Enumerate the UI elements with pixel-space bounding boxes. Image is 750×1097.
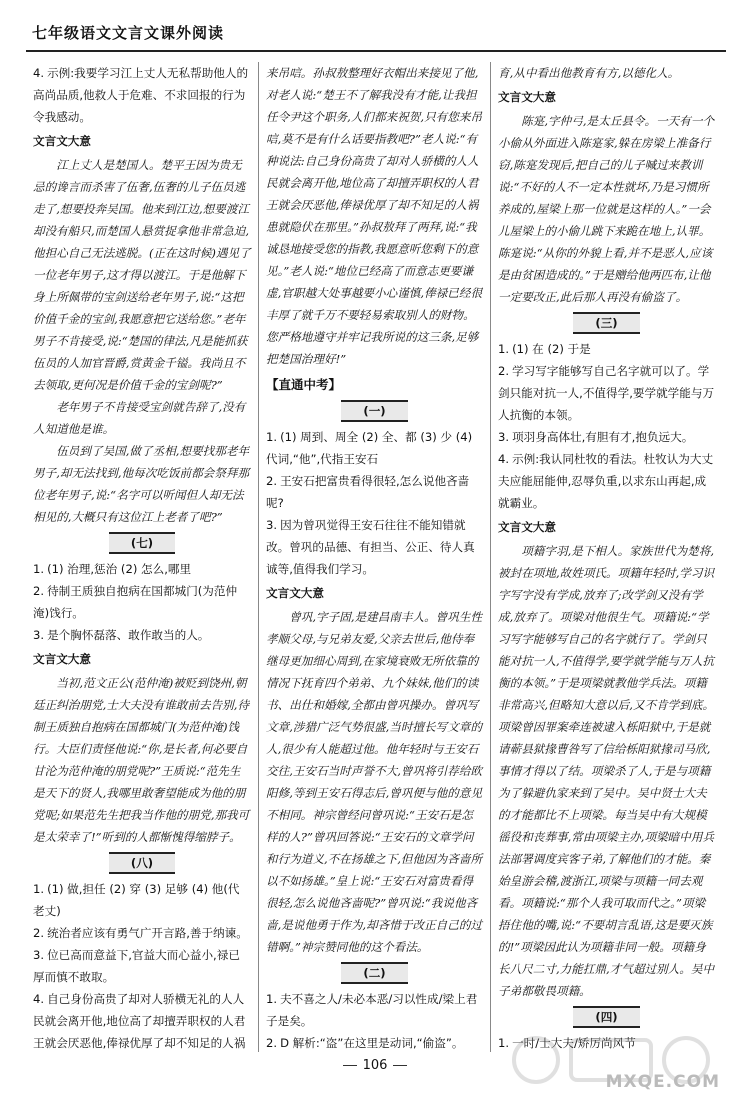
book-title: 七年级语文文言文课外阅读	[32, 24, 225, 42]
section-label: (三)	[573, 312, 639, 334]
section-subtitle: 文言文大意	[498, 520, 556, 534]
answer-item	[266, 988, 483, 1032]
section-heading	[266, 962, 483, 984]
answer-text: 示例:我要学习江上丈人无私帮助他人的高尚品质,他救人于危难、不求回报的行为令我感动。	[33, 66, 249, 124]
translation-paragraph: 陈寔,字仲弓,是太丘县令。一天有一个小偷从外面进入陈寔家,躲在房梁上准备行窃,陈寔发现后,把自己的儿子喊过来教训说:“不好的人不一定本性就坏,乃是习惯所养成的,屋梁上那一位就是这样的人。”一会儿屋梁上的小偷儿跳下来跪在地上,认罪。陈寔说:“从你的外貌上看,并不是恶人,应该是由贫困造成的。”于是赠给他两匹布,让他一定要改正,此后那人再没有偷盗了。	[498, 114, 715, 304]
answer-number: 4.	[33, 992, 45, 1006]
answer-item	[33, 922, 251, 944]
answer-item	[33, 624, 251, 646]
page-header	[26, 14, 726, 52]
answer-text: 因为曾巩觉得王安石往往不能知错就改。曾巩的品德、有担当、公正、待人真诚等,值得我们学习。	[266, 518, 475, 576]
answer-text: (1) 在 (2) 于是	[512, 342, 591, 356]
answer-columns	[26, 62, 730, 1052]
answer-number: 1.	[266, 430, 278, 444]
translation-paragraph: 江上丈人是楚国人。楚平王因为贵无忌的谗言而杀害了伍奢,伍奢的儿子伍员逃走了,想要投奔吴国。他来到江边,想要渡江却没有船只,而楚国人悬赏捉拿他非常急迫,他担心自己无法逃脱。(正在这时候)遇见了一位老年男子,这才得以渡江。于是他解下身上所佩带的宝剑送给老年男子,说:“这把价值千金的宝剑,我愿意把它送给您。”老年男子不肯接受,说:“楚国的律法,凡是能抓获伍员的人加官晋爵,赏黄金千镒。我尚且不去领取,更何况是价值千金的宝剑呢?”	[33, 158, 251, 392]
answer-item	[33, 878, 251, 922]
answer-number: 3.	[33, 628, 45, 642]
answer-item	[266, 426, 483, 470]
answer-number: 3.	[498, 430, 510, 444]
answer-text: D 解析:“盗”在这里是动词,“偷盗”。	[280, 1036, 464, 1050]
translation-paragraph: 育,从中看出他教育有方,以德化人。	[498, 66, 680, 80]
section-subtitle: 文言文大意	[498, 90, 556, 104]
answer-item	[498, 338, 715, 360]
answer-item	[498, 360, 715, 426]
answer-text: (1) 周到、周全 (2) 全、都 (3) 少 (4) 代词,“他”,代指王安石	[266, 430, 473, 466]
column-left	[26, 62, 258, 1052]
translation-paragraph: 项籍字羽,是下相人。家族世代为楚将,被封在项地,故姓项氏。项籍年轻时,学习识字写字没有学成,放弃了;改学剑又没有学成,放弃了。项梁对他很生气。项籍说:“学习写字能够写自己的名字就行了。学剑只能对抗一人,不值得学,要学就学能与万人抗衡的本领。”于是项梁就教他学兵法。项籍非常高兴,但略知大意以后,又不肯学到底。项梁曾因罪案牵连被逮入栎阳狱中,于是就请蕲县狱掾曹咎写了信给栎阳狱掾司马欣,事情才得以了结。项梁杀了人,于是与项籍为了躲避仇家来到了吴中。吴中贤士大夫的才能都比不上项梁。每当吴中有大规模徭役和丧葬事,常由项梁主办,项梁暗中用兵法部署调度宾客子弟,了解他们的才能。秦始皇游会稽,渡浙江,项梁与项籍一同去观看。项籍说:“那个人我可取而代之。”项梁捂住他的嘴,说:“不要胡言乱语,这是要灭族的!”项梁因此认为项籍非同一般。项籍身长八尺二寸,力能扛鼎,才气超过别人。吴中子弟都敬畏项籍。	[498, 544, 715, 998]
section-subtitle: 文言文大意	[33, 134, 91, 148]
answer-number: 3.	[33, 948, 45, 962]
answer-item	[498, 426, 715, 448]
answer-number: 3.	[266, 518, 278, 532]
answer-item	[33, 944, 251, 988]
zhongkao-heading: 【直通中考】	[266, 377, 342, 392]
answer-text: 王安石把富贵看得很轻,怎么说他吝啬呢?	[266, 474, 470, 510]
section-heading	[498, 1006, 715, 1028]
answer-number: 2.	[266, 1036, 278, 1050]
answer-item	[33, 62, 251, 128]
translation-paragraph: 伍员到了吴国,做了丞相,想要找那老年男子,却无法找到,他每次吃饭前都会祭拜那位老年男子,说:“名字可以听闻但人却无法相见的,大概只有这位江上老者了吧?”	[33, 444, 250, 524]
answer-text: 夫不喜之人/未必本恶/习以性成/梁上君子是矣。	[266, 992, 478, 1028]
answer-number: 2.	[33, 926, 45, 940]
translation-paragraph: 当初,范文正公(范仲淹)被贬到饶州,朝廷正纠治朋党,士大夫没有谁敢前去告别,待制王质独自抱病在国都城门(为范仲淹)饯行。大臣们责怪他说:“你,是长者,何必要自甘沦为范仲淹的朋党呢?”王质说:“范先生是天下的贤人,我哪里敢奢望能成为他的朋党呢;如果范先生把我当作他的朋党,那我可是太荣幸了!”听到的人都惭愧得缩脖子。	[33, 676, 250, 844]
section-heading	[266, 400, 483, 422]
answer-text: (1) 治理,惩治 (2) 怎么,哪里	[47, 562, 192, 576]
section-heading	[498, 312, 715, 334]
section-label: (八)	[109, 852, 175, 874]
answer-item	[33, 558, 251, 580]
answer-text: (1) 做,担任 (2) 穿 (3) 足够 (4) 他(代老丈)	[33, 882, 240, 918]
answer-number: 1.	[498, 342, 510, 356]
section-subtitle: 文言文大意	[33, 652, 91, 666]
section-label: (一)	[341, 400, 407, 422]
answer-number: 1.	[266, 992, 278, 1006]
section-label: (二)	[341, 962, 407, 984]
answer-text: 学习写字能够写自己名字就可以了。学剑只能对抗一人,不值得学,要学就学能与万人抗衡的本领。	[498, 364, 715, 422]
section-label: (四)	[573, 1006, 639, 1028]
answer-number: 2.	[498, 364, 510, 378]
answer-item	[33, 580, 251, 624]
answer-item	[266, 514, 483, 580]
answer-number: 4.	[33, 66, 45, 80]
answer-text: 项羽身高体壮,有胆有才,抱负远大。	[512, 430, 694, 444]
translation-paragraph: 曾巩,字子固,是建昌南丰人。曾巩生性孝顺父母,与兄弟友爱,父亲去世后,他侍奉继母更加细心周到,在家境衰败无所依靠的情况下抚育四个弟弟、九个妹妹,他们的读书、出仕和婚嫁,全都由曾巩操办。曾巩写文章,涉猎广泛气势很盛,当时擅长写文章的人,很少有人能超过他。他年轻时与王安石交往,王安石当时声誉不大,曾巩将引荐给欧阳修,等到王安石得志后,曾巩便与他的意见不相同。神宗曾经问曾巩说:“王安石是怎样的人?”曾巩回答说:“王安石的文章学问和行为道义,不在扬雄之下,但他因为吝啬所以不如扬雄。”皇上说:“王安石对富贵看得很轻,怎么说他吝啬呢?”曾巩说:“我说他吝啬,是说他勇于作为,却吝惜于改正自己的过错啊。”神宗赞同他的这个看法。	[266, 610, 483, 954]
answer-item	[33, 988, 251, 1052]
translation-paragraph: 老年男子不肯接受宝剑就告辞了,没有人知道他是谁。	[33, 400, 246, 436]
answer-item	[266, 1032, 483, 1052]
answer-number: 1.	[33, 882, 45, 896]
answer-number: 2.	[266, 474, 278, 488]
answer-number: 1.	[33, 562, 45, 576]
answer-item	[498, 448, 715, 514]
answer-number: 4.	[498, 452, 510, 466]
answer-item	[266, 470, 483, 514]
section-subtitle: 文言文大意	[266, 586, 324, 600]
answer-text: 待制王质独自抱病在国都城门(为范仲淹)饯行。	[33, 584, 238, 620]
answer-text: 是个胸怀磊落、敢作敢当的人。	[47, 628, 210, 642]
answer-number: 1.	[498, 1036, 510, 1050]
section-heading	[33, 852, 251, 874]
answer-text: 一时/士大夫/矫厉尚风节	[512, 1036, 636, 1050]
section-heading	[33, 532, 251, 554]
answer-text: 位已高而意益下,官益大而心益小,禄已厚而慎不敢取。	[33, 948, 240, 984]
column-right	[490, 62, 722, 1052]
answer-text: 统治者应该有勇气广开言路,善于纳谏。	[47, 926, 248, 940]
answer-text: 自己身份高贵了却对人骄横无礼的人人民就会离开他,地位高了却擅弄职权的人君王就会厌恶他,俸禄优厚了却不知足的人祸	[33, 992, 246, 1050]
section-label: (七)	[109, 532, 175, 554]
column-middle	[258, 62, 490, 1052]
watermark-text: MXQE.COM	[605, 1072, 720, 1092]
page-number: 106	[362, 1058, 388, 1073]
translation-paragraph: 来吊唁。孙叔敖整理好衣帽出来接见了他,对老人说:“楚王不了解我没有才能,让我担任令尹这个职务,人们都来祝贺,只有您来吊唁,莫不是有什么话要指教吧?”老人说:“有种说法:自己身份高贵了却对人骄横的人人民就会离开他,地位高了却擅弄职权的人君王就会厌恶他,俸禄优厚了却不知足的人祸患就隐伏在那里。”孙叔敖拜了两拜,说:“我诚恳地接受您的指教,我愿意听您剩下的意见。”老人说:“地位已经高了而意志更要谦虚,官职越大处事越要小心谨慎,俸禄已经很丰厚了就千万不要轻易索取别人的财物。您严格地遵守并牢记我所说的这三条,足够把楚国治理好!”	[266, 66, 483, 366]
answer-number: 2.	[33, 584, 45, 598]
answer-text: 示例:我认同杜牧的看法。杜牧认为大丈夫应能屈能伸,忍辱负重,以求东山再起,成就霸业。	[498, 452, 714, 510]
